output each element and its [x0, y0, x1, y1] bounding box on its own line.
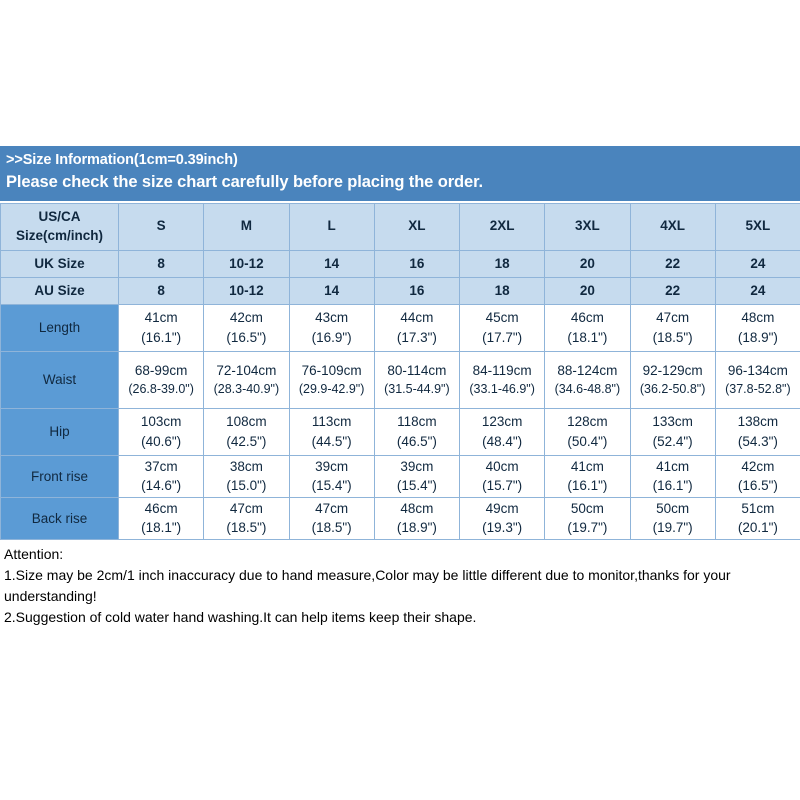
cell-back-rise-m [204, 497, 289, 539]
value-inch: (19.3") [482, 520, 523, 536]
attention-notes [0, 540, 800, 629]
value-cm: 133cm [652, 414, 693, 429]
value-cm: 45cm [485, 310, 519, 325]
row-label-length: Length [1, 304, 119, 351]
value-cm: 39cm [400, 458, 434, 474]
value-cm: 123cm [481, 414, 523, 429]
value-cm: 41cm [656, 458, 690, 474]
value-inch: (17.3") [396, 329, 437, 345]
value-inch: (17.7") [482, 329, 523, 345]
value-inch: (18.5") [311, 520, 352, 536]
cell-back-rise-l [289, 497, 374, 539]
table-row-size-header [1, 203, 800, 250]
value-inch: (16.5") [226, 329, 267, 345]
value-cm: 37cm [144, 458, 178, 474]
value-cm: 118cm [397, 414, 437, 429]
column-header-size-2xl: 2XL [460, 203, 545, 250]
value-inch: (15.4") [311, 478, 352, 494]
value-inch: (18.5") [652, 329, 693, 345]
value-cm: 46cm [570, 310, 604, 325]
value-cm: 84-119cm [472, 362, 532, 378]
row-label-au-size: AU Size [1, 277, 119, 304]
value-cm: 47cm [315, 500, 349, 516]
value-cm: 41cm [570, 458, 604, 474]
value-cm: 138cm [737, 414, 779, 429]
value-inch: (50.4") [567, 433, 608, 449]
cell-au-size-2xl: 18 [460, 277, 545, 304]
value-inch: (18.1") [567, 329, 608, 345]
cell-waist-4xl [630, 351, 715, 408]
cell-au-size-m: 10-12 [204, 277, 289, 304]
cell-au-size-5xl: 24 [715, 277, 800, 304]
cell-au-size-s: 8 [119, 277, 204, 304]
size-chart-container [0, 146, 800, 629]
cell-hip-5xl [715, 408, 800, 455]
cell-uk-size-4xl: 22 [630, 250, 715, 277]
value-cm: 50cm [570, 500, 604, 516]
attention-note-1: 1.Size may be 2cm/1 inch inaccuracy due to hand measure,Color may be little different due to monitor,thanks for your understanding! [4, 566, 731, 605]
value-cm: 128cm [567, 414, 608, 429]
column-header-size-4xl: 4XL [630, 203, 715, 250]
cell-back-rise-5xl [715, 497, 800, 539]
cell-back-rise-s [119, 497, 204, 539]
value-inch: (40.6") [141, 433, 182, 449]
value-cm: 41cm [144, 310, 178, 325]
cell-waist-s [119, 351, 204, 408]
value-inch: (52.4") [652, 433, 693, 449]
value-inch: (20.1") [737, 520, 778, 536]
value-cm: 108cm [226, 414, 267, 429]
value-inch: (18.5") [226, 520, 267, 536]
cell-au-size-l: 14 [289, 277, 374, 304]
value-cm: 96-134cm [727, 362, 788, 378]
cell-front-rise-m [204, 455, 289, 497]
banner-size-information-title: >>Size Information(1cm=0.39inch) [6, 152, 238, 168]
value-inch: (18.9") [737, 329, 778, 345]
cell-length-4xl [630, 304, 715, 351]
value-inch: (44.5") [311, 433, 352, 449]
value-cm: 38cm [229, 458, 263, 474]
value-inch: (15.0") [226, 478, 267, 494]
cell-length-m [204, 304, 289, 351]
value-cm: 92-129cm [642, 362, 703, 378]
cell-back-rise-2xl [460, 497, 545, 539]
table-row-back-rise [1, 497, 800, 539]
value-cm: 40cm [485, 458, 519, 474]
value-inch: (19.7") [567, 520, 608, 536]
cell-hip-4xl [630, 408, 715, 455]
value-cm: 49cm [485, 500, 519, 516]
value-cm: 39cm [315, 458, 349, 474]
cell-hip-l [289, 408, 374, 455]
value-inch: (29.9-42.9") [298, 382, 365, 397]
row-label-hip: Hip [1, 408, 119, 455]
cell-uk-size-5xl: 24 [715, 250, 800, 277]
cell-hip-xl [374, 408, 459, 455]
cell-front-rise-4xl [630, 455, 715, 497]
cell-uk-size-s: 8 [119, 250, 204, 277]
value-inch: (26.8-39.0") [128, 382, 194, 397]
cell-waist-2xl [460, 351, 545, 408]
row-label-front-rise: Front rise [1, 455, 119, 497]
column-header-size-xl: XL [374, 203, 459, 250]
cell-au-size-3xl: 20 [545, 277, 630, 304]
cell-waist-3xl [545, 351, 630, 408]
value-cm: 42cm [741, 458, 775, 474]
value-inch: (36.2-50.8") [639, 382, 706, 397]
cell-front-rise-2xl [460, 455, 545, 497]
cell-length-s [119, 304, 204, 351]
cell-back-rise-4xl [630, 497, 715, 539]
table-row-waist [1, 351, 800, 408]
value-cm: 50cm [656, 500, 690, 516]
cell-waist-l [289, 351, 374, 408]
value-inch: (37.8-52.8") [725, 382, 791, 397]
value-cm: 47cm [229, 500, 263, 516]
column-header-size-m: M [204, 203, 289, 250]
value-cm: 72-104cm [216, 362, 277, 378]
value-cm: 113cm [311, 414, 352, 429]
table-row-hip [1, 408, 800, 455]
cell-uk-size-2xl: 18 [460, 250, 545, 277]
value-inch: (48.4") [482, 433, 523, 449]
value-cm: 48cm [741, 310, 775, 325]
cell-waist-m [204, 351, 289, 408]
value-inch: (46.5") [396, 433, 437, 449]
value-cm: 47cm [656, 310, 690, 325]
cell-length-2xl [460, 304, 545, 351]
value-inch: (16.9") [311, 329, 352, 345]
value-cm: 88-124cm [557, 362, 618, 378]
value-inch: (19.7") [652, 520, 693, 536]
value-cm: 46cm [144, 500, 178, 516]
cell-back-rise-xl [374, 497, 459, 539]
cell-length-5xl [715, 304, 800, 351]
value-cm: 42cm [229, 310, 263, 325]
table-row-length [1, 304, 800, 351]
value-cm: 48cm [400, 500, 434, 516]
column-header-size-3xl: 3XL [545, 203, 630, 250]
column-header-us-ca-size: US/CA Size(cm/inch) [1, 203, 119, 250]
cell-front-rise-s [119, 455, 204, 497]
attention-note-2: 2.Suggestion of cold water hand washing.It can help items keep their shape. [4, 609, 477, 626]
size-chart-table [0, 203, 800, 540]
value-cm: 44cm [400, 310, 434, 325]
value-inch: (42.5") [226, 433, 267, 449]
value-cm: 43cm [315, 310, 349, 325]
value-inch: (54.3") [737, 433, 778, 449]
cell-uk-size-l: 14 [289, 250, 374, 277]
value-cm: 80-114cm [387, 362, 447, 378]
value-cm: 76-109cm [301, 362, 362, 378]
value-cm: 51cm [741, 500, 775, 516]
cell-uk-size-m: 10-12 [204, 250, 289, 277]
cell-au-size-xl: 16 [374, 277, 459, 304]
banner-check-size-notice: Please check the size chart carefully before placing the order. [6, 173, 483, 192]
cell-back-rise-3xl [545, 497, 630, 539]
value-cm: 103cm [140, 414, 182, 429]
value-inch: (34.6-48.8") [554, 382, 621, 397]
value-inch: (18.9") [396, 520, 437, 536]
row-label-waist: Waist [1, 351, 119, 408]
value-inch: (18.1") [141, 520, 182, 536]
cell-hip-m [204, 408, 289, 455]
value-inch: (31.5-44.9") [384, 382, 450, 397]
cell-hip-3xl [545, 408, 630, 455]
value-inch: (16.1") [652, 478, 693, 494]
value-inch: (16.5") [737, 478, 778, 494]
attention-heading: Attention: [4, 545, 64, 562]
column-header-size-s: S [119, 203, 204, 250]
cell-front-rise-5xl [715, 455, 800, 497]
table-row-au-size [1, 277, 800, 304]
cell-hip-s [119, 408, 204, 455]
value-inch: (15.7") [482, 478, 523, 494]
column-header-size-5xl: 5XL [715, 203, 800, 250]
cell-uk-size-xl: 16 [374, 250, 459, 277]
cell-length-3xl [545, 304, 630, 351]
cell-front-rise-l [289, 455, 374, 497]
value-inch: (16.1") [141, 329, 182, 345]
column-header-size-l: L [289, 203, 374, 250]
cell-waist-xl [374, 351, 459, 408]
cell-length-l [289, 304, 374, 351]
value-inch: (14.6") [141, 478, 182, 494]
table-row-uk-size [1, 250, 800, 277]
cell-waist-5xl [715, 351, 800, 408]
value-cm: 68-99cm [134, 362, 188, 378]
table-row-front-rise [1, 455, 800, 497]
cell-front-rise-xl [374, 455, 459, 497]
cell-au-size-4xl: 22 [630, 277, 715, 304]
cell-length-xl [374, 304, 459, 351]
value-inch: (28.3-40.9") [213, 382, 280, 397]
cell-uk-size-3xl: 20 [545, 250, 630, 277]
value-inch: (33.1-46.9") [469, 382, 535, 397]
value-inch: (15.4") [396, 478, 437, 494]
value-inch: (16.1") [567, 478, 608, 494]
cell-front-rise-3xl [545, 455, 630, 497]
cell-hip-2xl [460, 408, 545, 455]
row-label-back-rise: Back rise [1, 497, 119, 539]
row-label-uk-size: UK Size [1, 250, 119, 277]
banner [0, 146, 800, 201]
